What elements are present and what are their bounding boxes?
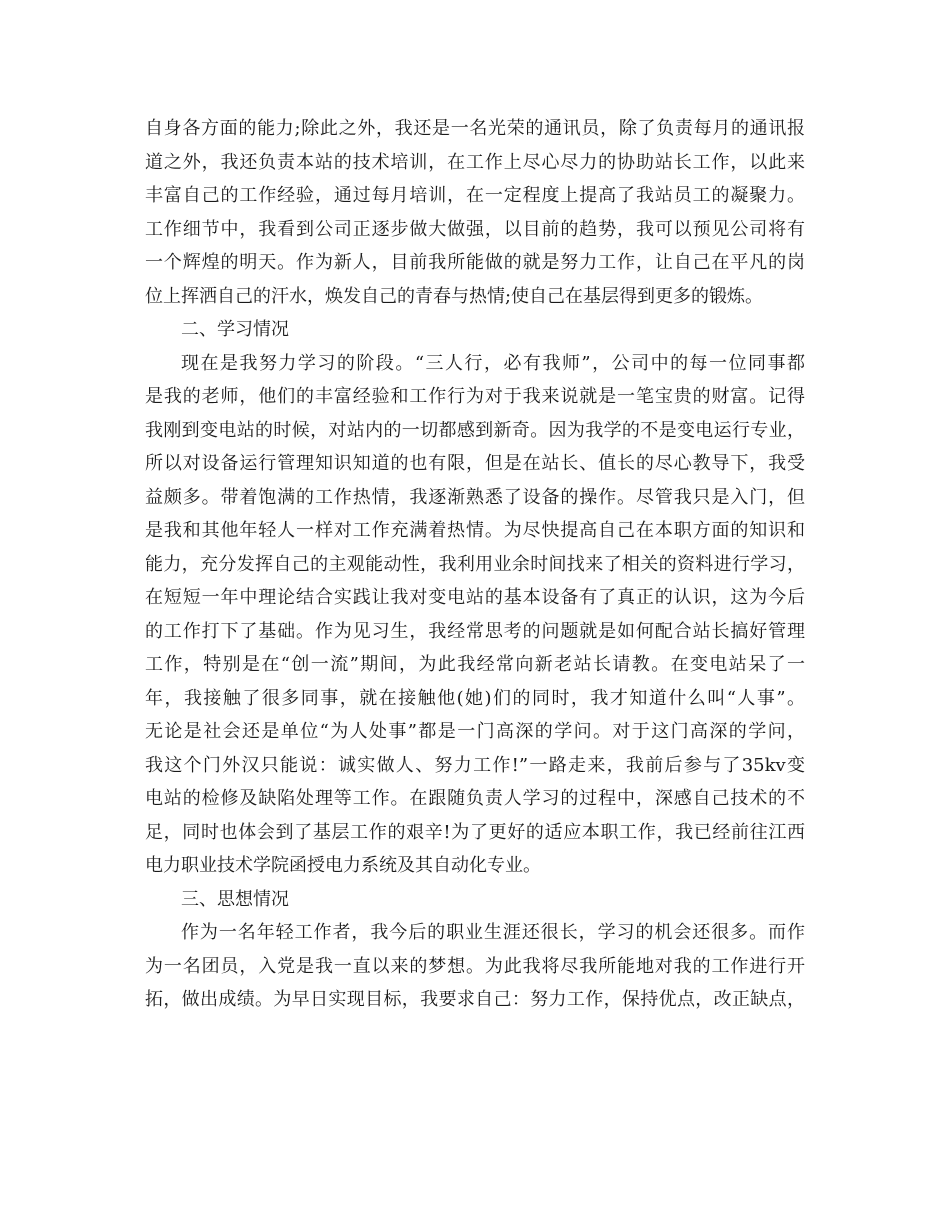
paragraph-line: 足，同时也体会到了基层工作的艰辛!为了更好的适应本职工作，我已经前往江西 <box>145 821 805 843</box>
paragraph-line: 电站的检修及缺陷处理等工作。在跟随负责人学习的过程中，深感自己技术的不 <box>145 788 805 809</box>
paragraph-line: 自身各方面的能力;除此之外，我还是一名光荣的通讯员，除了负责每月的通讯报 <box>145 118 805 139</box>
paragraph-line: 我这个门外汉只能说：诚实做人、努力工作!”一路走来，我前后参与了35kv变 <box>145 754 805 776</box>
paragraph-line: 现在是我努力学习的阶段。“三人行，必有我师”，公司中的每一位同事都 <box>181 352 805 374</box>
paragraph-line: 在短短一年中理论结合实践让我对变电站的基本设备有了真正的认识，这为今后 <box>145 587 805 608</box>
paragraph-line: 工作，特别是在“创一流”期间，为此我经常向新老站长请教。在变电站呆了一 <box>145 654 805 675</box>
paragraph-line: 的工作打下了基础。作为见习生，我经常思考的问题就是如何配合站长搞好管理 <box>145 620 805 642</box>
paragraph-line: 是我和其他年轻人一样对工作充满着热情。为尽快提高自己在本职方面的知识和 <box>145 520 805 541</box>
paragraph-line: 工作细节中，我看到公司正逐步做大做强，以目前的趋势，我可以预见公司将有 <box>145 218 805 240</box>
paragraph-line: 能力，充分发挥自己的主观能动性，我利用业余时间找来了相关的资料进行学习， <box>145 553 805 575</box>
paragraph-line: 一个辉煌的明天。作为新人，目前我所能做的就是努力工作，让自己在平凡的岗 <box>145 252 805 273</box>
section-heading: 二、学习情况 <box>181 319 289 340</box>
paragraph-line: 是我的老师，他们的丰富经验和工作行为对于我来说就是一笔宝贵的财富。记得 <box>145 386 805 407</box>
paragraph-line: 我刚到变电站的时候，对站内的一切都感到新奇。因为我学的不是变电运行专业， <box>145 419 805 441</box>
paragraph-line: 为一名团员，入党是我一直以来的梦想。为此我将尽我所能地对我的工作进行开 <box>145 955 805 977</box>
paragraph-line: 道之外，我还负责本站的技术培训，在工作上尽心尽力的协助站长工作，以此来 <box>145 151 805 173</box>
paragraph-line: 拓，做出成绩。为早日实现目标，我要求自己：努力工作，保持优点，改正缺点， <box>145 989 805 1010</box>
paragraph-line: 位上挥洒自己的汗水，焕发自己的青春与热情;使自己在基层得到更多的锻炼。 <box>145 285 764 307</box>
paragraph-line: 电力职业技术学院函授电力系统及其自动化专业。 <box>145 855 541 876</box>
document-body <box>145 112 805 1017</box>
paragraph-line: 作为一名年轻工作者，我今后的职业生涯还很长，学习的机会还很多。而作 <box>181 922 805 943</box>
section-heading: 三、思想情况 <box>181 888 289 910</box>
paragraph-line: 年，我接触了很多同事，就在接触他(她)们的同时，我才知道什么叫“人事”。 <box>145 687 805 709</box>
paragraph-line: 益颇多。带着饱满的工作热情，我逐渐熟悉了设备的操作。尽管我只是入门，但 <box>145 486 805 508</box>
paragraph-line: 无论是社会还是单位“为人处事”都是一门高深的学问。对于这门高深的学问， <box>145 721 805 742</box>
paragraph-line: 所以对设备运行管理知识知道的也有限，但是在站长、值长的尽心教导下，我受 <box>145 453 805 474</box>
paragraph-line: 丰富自己的工作经验，通过每月培训，在一定程度上提高了我站员工的凝聚力。 <box>145 185 805 206</box>
